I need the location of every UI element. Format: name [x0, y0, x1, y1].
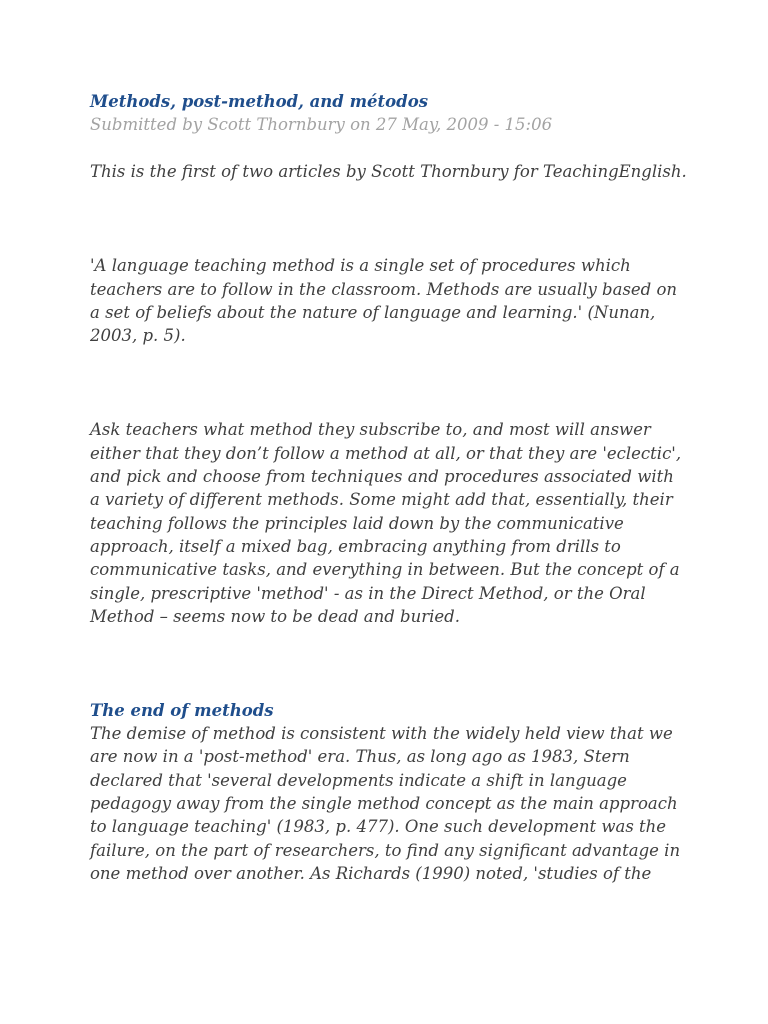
section-heading-end-of-methods: The end of methods [90, 701, 274, 721]
paragraph-line: Method – seems now to be dead and buried. [90, 606, 460, 626]
ask-teachers-paragraph [90, 418, 690, 628]
quote-paragraph [90, 254, 690, 347]
article [90, 90, 690, 885]
paragraph-line: teaching follows the principles laid down by the communicative [90, 513, 624, 533]
paragraph-line: single, prescriptive 'method' - as in the Direct Method, or the Oral [90, 583, 646, 603]
submitted-byline: Submitted by Scott Thornbury on 27 May, 2009 - 15:06 [90, 115, 553, 134]
quote-line: a set of beliefs about the nature of language and learning.' (Nunan, [90, 302, 656, 322]
quote-line: teachers are to follow in the classroom. Methods are usually based on [90, 279, 678, 299]
paragraph-line: one method over another. As Richards (1990) noted, 'studies of the [90, 863, 652, 883]
intro-paragraph: This is the first of two articles by Scott Thornbury for TeachingEnglish. [90, 162, 687, 181]
paragraph-line: to language teaching' (1983, p. 477). One such development was the [90, 817, 667, 837]
quote-line: 'A language teaching method is a single set of procedures which [90, 256, 631, 276]
paragraph-line: declared that 'several developments indicate a shift in language [90, 770, 627, 790]
paragraph-line: and pick and choose from techniques and procedures associated with [90, 467, 674, 487]
paragraph-line: approach, itself a mixed bag, embracing anything from drills to [90, 536, 621, 556]
paragraph-line: Ask teachers what method they subscribe to, and most will answer [90, 420, 651, 440]
paragraph-line: are now in a 'post-method' era. Thus, as long ago as 1983, Stern [90, 747, 630, 767]
paragraph-line: a variety of different methods. Some might add that, essentially, their [90, 490, 673, 510]
end-of-methods-paragraph [90, 722, 690, 885]
article-title[interactable]: Methods, post-method, and métodos [90, 92, 428, 111]
quote-line: 2003, p. 5). [90, 326, 186, 346]
paragraph-line: communicative tasks, and everything in between. But the concept of a [90, 560, 680, 580]
paragraph-line: The demise of method is consistent with the widely held view that we [90, 724, 673, 744]
paragraph-line: either that they don’t follow a method at all, or that they are 'eclectic', [90, 443, 682, 463]
paragraph-line: failure, on the part of researchers, to find any significant advantage in [90, 840, 681, 860]
paragraph-line: pedagogy away from the single method concept as the main approach [90, 794, 678, 814]
